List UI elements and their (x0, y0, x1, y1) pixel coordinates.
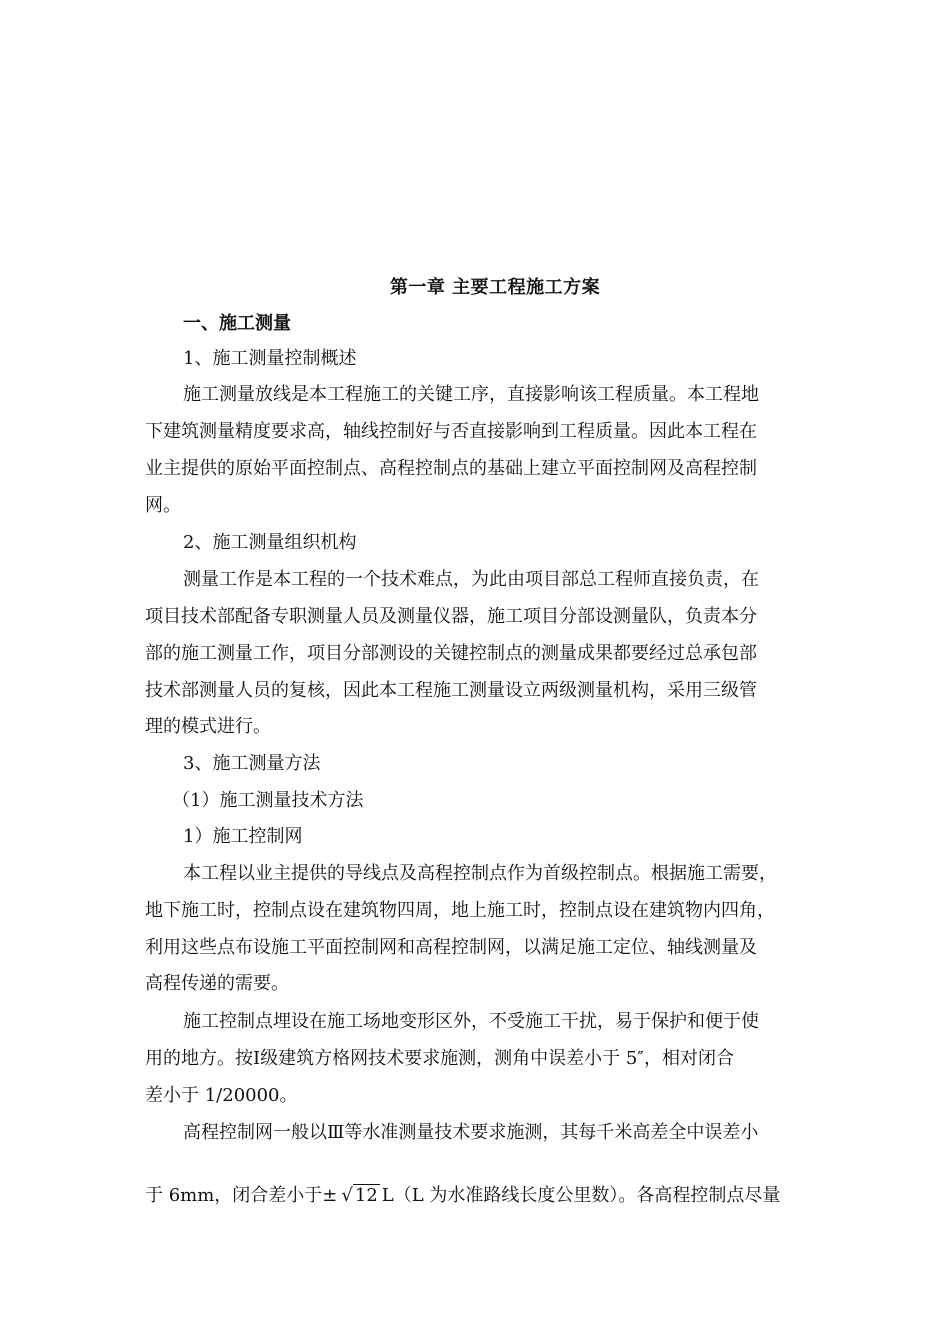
text-before-formula: 于 6mm，闭合差小于± (145, 1185, 338, 1206)
item-heading: 1）施工控制网 (183, 826, 303, 847)
paragraph-line: 网。 (145, 495, 181, 516)
paragraph-line: 高程控制网一般以Ⅲ等水准测量技术要求施测，其每千米高差全中误差小 (183, 1122, 759, 1143)
radical-sign-icon: √ (341, 1185, 353, 1206)
radicand: 12 (354, 1185, 378, 1206)
paragraph-line: 部的施工测量工作，项目分部测设的关键控制点的测量成果都要经过总承包部 (145, 643, 757, 664)
paragraph-line: 技术部测量人员的复核，因此本工程施工测量设立两级测量机构，采用三级管 (145, 680, 757, 701)
paragraph-line: 差小于 1/20000。 (145, 1085, 298, 1106)
text-after-formula: L（L 为水准路线长度公里数）。各高程控制点尽量 (381, 1185, 781, 1206)
chapter-title: 第一章 主要工程施工方案 (389, 277, 601, 298)
paragraph-line: 项目技术部配备专职测量人员及测量仪器，施工项目分部设测量队，负责本分 (145, 606, 757, 627)
paragraph-line: 利用这些点布设施工平面控制网和高程控制网，以满足施工定位、轴线测量及 (145, 937, 757, 958)
paragraph-line: 理的模式进行。 (145, 716, 271, 737)
paragraph-line: 地下施工时，控制点设在建筑物四周，地上施工时，控制点设在建筑物内四角， (145, 900, 775, 921)
subsection-heading: 3、施工测量方法 (183, 753, 321, 774)
paragraph-line: 高程传递的需要。 (145, 973, 289, 994)
paragraph-line-with-formula (145, 1182, 825, 1210)
paragraph-line: 测量工作是本工程的一个技术难点，为此由项目部总工程师直接负责，在 (183, 569, 759, 590)
paragraph-line: 下建筑测量精度要求高，轴线控制好与否直接影响到工程质量。因此本工程在 (145, 421, 757, 442)
paragraph-line: 施工控制点埋设在施工场地变形区外，不受施工干扰，易于保护和便于使 (183, 1011, 759, 1032)
subsection-heading: 2、施工测量组织机构 (183, 532, 357, 553)
subsection-heading: 1、施工测量控制概述 (183, 348, 357, 369)
sub-subsection-heading: （1）施工测量技术方法 (172, 790, 364, 811)
square-root-formula (341, 1182, 379, 1210)
paragraph-line: 业主提供的原始平面控制点、高程控制点的基础上建立平面控制网及高程控制 (145, 458, 757, 479)
paragraph-line: 本工程以业主提供的导线点及高程控制点作为首级控制点。根据施工需要， (183, 863, 777, 884)
section-heading: 一、施工测量 (183, 313, 291, 334)
paragraph-line: 施工测量放线是本工程施工的关键工序，直接影响该工程质量。本工程地 (183, 384, 759, 405)
paragraph-line: 用的地方。按Ⅰ级建筑方格网技术要求施测，测角中误差小于 5″，相对闭合 (145, 1048, 735, 1069)
